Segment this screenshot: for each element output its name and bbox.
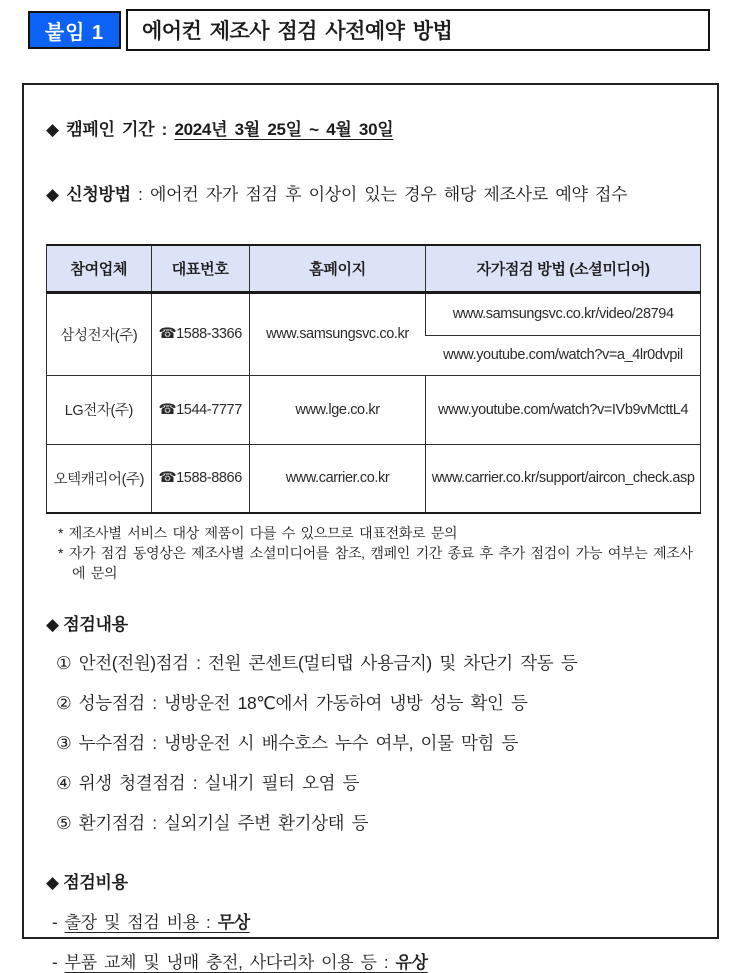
footnote: * 제조사별 서비스 대상 제품이 다를 수 있으므로 대표전화로 문의 [58,525,458,541]
homepage-cell: www.carrier.co.kr [249,444,426,513]
col-header-selfcheck: 자가점검 방법 (소셜미디어) [426,245,701,292]
campaign-separator: : [154,120,175,139]
phone-cell: ☎1588-8866 [151,444,249,513]
selfcheck-url: www.carrier.co.kr/support/aircon_check.asp [426,444,701,513]
content-box [22,83,719,972]
phone-cell: ☎1544-7777 [151,375,249,444]
col-header-company: 참여업체 [47,245,152,292]
apply-text: 에어컨 자가 점검 후 이상이 있는 경우 해당 제조사로 예약 접수 [149,185,628,204]
campaign-label: ◆ 캠페인 기간 [46,120,155,139]
document-page [0,9,739,972]
inspection-item: ③ 누수점검 : 냉방운전 시 배수호스 누수 여부, 이물 막힘 등 [56,733,518,753]
selfcheck-url: www.youtube.com/watch?v=a_4lr0dvpil [426,335,701,375]
inspection-cost-section [46,868,699,973]
page-title: 에어컨 제조사 점검 사전예약 방법 [126,9,710,51]
selfcheck-url: www.youtube.com/watch?v=IVb9vMcttL4 [426,375,701,444]
cost-item-emphasis: 유상 [395,953,428,972]
inspection-item: ⑤ 환기점검 : 실외기실 주변 환기상태 등 [56,813,369,833]
inspection-item: ④ 위생 청결점검 : 실내기 필터 오염 등 [56,773,360,793]
inspection-item: ① 안전(전원)점검 : 전원 콘센트(멀티탭 사용금지) 및 차단기 작동 등 [56,653,578,673]
table-footnotes [46,523,699,583]
cost-item-emphasis: 무상 [217,913,250,932]
table-header-row [47,245,701,292]
phone-cell: ☎1588-3366 [151,292,249,375]
footnote: * 자가 점검 동영상은 제조사별 소셜미디어를 참조, 캠페인 기간 종료 후 추가 점검이 가능 여부는 제조사에 문의 [58,545,693,581]
dash-bullet: - [52,913,65,932]
homepage-cell: www.lge.co.kr [249,375,426,444]
attachment-badge: 붙임 1 [28,11,121,49]
company-cell: 오텍캐리어(주) [47,444,152,513]
inspection-item: ② 성능점검 : 냉방운전 18℃에서 가동하여 냉방 성능 확인 등 [56,693,528,713]
col-header-homepage: 홈페이지 [249,245,426,292]
table-row-lg [47,375,701,444]
homepage-cell: www.samsungsvc.co.kr [249,292,426,375]
cost-item-text: 출장 및 점검 비용 : [64,913,218,932]
apply-method-line [46,180,699,205]
campaign-period-value: 2024년 3월 25일 ~ 4월 30일 [174,120,394,139]
col-header-phone: 대표번호 [151,245,249,292]
dash-bullet: - [52,953,65,972]
campaign-period-line [46,115,699,140]
company-cell: 삼성전자(주) [47,292,152,375]
cost-item [52,908,699,933]
company-cell: LG전자(주) [47,375,152,444]
cost-item-text: 부품 교체 및 냉매 충전, 사다리차 이용 등 : [64,953,396,972]
table-row-carrier [47,444,701,513]
inspection-content-section [46,610,699,835]
inspection-heading: ◆ 점검내용 [46,615,128,634]
cost-item [52,948,699,973]
apply-separator: : [130,185,150,204]
table-row-samsung [47,292,701,335]
manufacturer-table [46,244,701,514]
selfcheck-url: www.samsungsvc.co.kr/video/28794 [426,292,701,335]
cost-heading: ◆ 점검비용 [46,873,128,892]
apply-label: ◆ 신청방법 [46,185,131,204]
document-header [28,9,710,51]
